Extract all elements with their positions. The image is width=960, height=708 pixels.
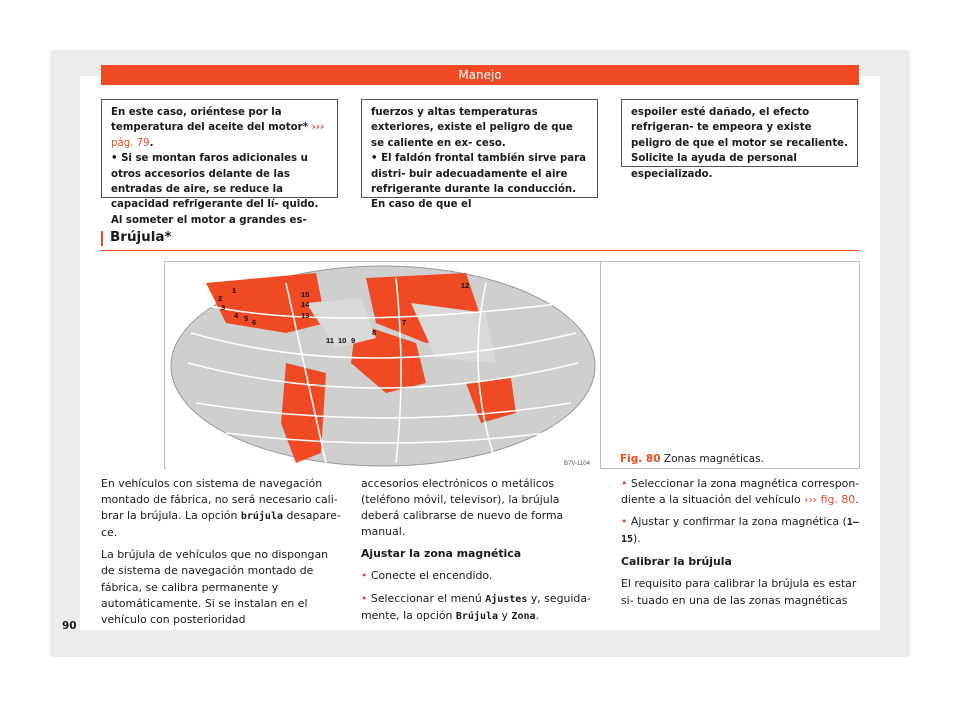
zone-label: 8 (372, 328, 377, 337)
zone-range: 1–15 (621, 517, 859, 546)
paragraph (101, 476, 341, 541)
list-item (361, 568, 601, 584)
text: ). (633, 532, 641, 546)
note-paragraph (371, 151, 588, 213)
text: . (855, 493, 859, 507)
note-text: Si se montan faros adicionales u otros accesorios delante de las entradas de aire, se reduce la capacidad refrigerante del lí- quido. Al someter el motor a grandes es- (111, 153, 319, 226)
section-title: Brújula* (110, 229, 172, 245)
text-column-3 (621, 476, 861, 615)
note-paragraph (111, 151, 328, 228)
magnetic-zones-world-map (166, 263, 600, 469)
note-box-1 (101, 99, 338, 226)
zone-label: 7 (402, 318, 407, 327)
menu-option-label: Brújula (455, 610, 499, 622)
note-box-3 (621, 99, 858, 180)
zone-label: 2 (218, 294, 223, 303)
paragraph (101, 547, 341, 627)
figure-80 (164, 261, 860, 469)
text-column-1 (101, 476, 341, 634)
figure-reference-link[interactable]: fig. 80 (820, 493, 856, 507)
text: La brújula de vehículos que no dispongan de sistema de navegación montado de fábrica, se calibra permanente y automáticamente. Si se instalan en el vehículo con posterioridad (101, 548, 329, 626)
bullet-icon: • (361, 591, 368, 605)
note-paragraph (111, 105, 328, 151)
subheading: Ajustar la zona magnética (361, 547, 522, 561)
zone-label: 12 (461, 281, 470, 290)
reference-arrow: ››› (804, 493, 818, 507)
zone-label: 15 (301, 290, 310, 299)
paragraph (361, 476, 601, 540)
text-column-2 (361, 476, 601, 631)
bullet-icon: • (621, 515, 628, 529)
figure-caption-text: Zonas magnéticas. (663, 453, 764, 465)
list-item (621, 514, 861, 548)
note-box-2 (361, 99, 598, 211)
bullet-icon: • (371, 153, 378, 165)
list-item (361, 591, 601, 625)
paragraph (621, 576, 861, 608)
bullet-icon: • (361, 569, 368, 583)
figure-divider (600, 262, 601, 468)
text: Ajustar y confirmar la zona magnética ( (630, 515, 847, 529)
zone-label: 1 (232, 286, 237, 295)
text: En vehículos con sistema de navegación montado de fábrica, no será necesario cali- brar la brújula. La opción (101, 477, 338, 523)
zone-label: 11 (326, 336, 334, 345)
text: desapare- ce. (101, 509, 341, 540)
subheading: Calibrar la brújula (621, 555, 732, 569)
page-reference-link[interactable]: pág. 79 (111, 137, 150, 149)
figure-caption (620, 453, 764, 465)
note-paragraph (631, 105, 848, 182)
bullet-icon: • (621, 477, 628, 490)
note-text: En este caso, oriéntese por la temperatura del aceite del motor* (111, 107, 312, 134)
section-heading (101, 226, 859, 251)
menu-option-label: Zona (511, 610, 536, 622)
text: y, seguida- mente, la opción (361, 591, 591, 622)
chapter-header (101, 65, 859, 85)
zone-label: 9 (351, 336, 356, 345)
figure-code: B7V-1104 (564, 461, 590, 467)
text: El requisito para calibrar la brújula es estar si- tuado en una de las zonas magnéticas (621, 577, 857, 607)
text: Conecte el encendido. (370, 569, 493, 583)
text: . (535, 608, 539, 622)
menu-option-label: Ajustes (485, 593, 528, 605)
zone-label: 10 (338, 336, 347, 345)
figure-number: Fig. 80 (620, 453, 661, 465)
zone-label: 5 (244, 314, 249, 323)
note-text: fuerzos y altas temperaturas exteriores, existe el peligro de que se caliente en ex- ceso. (371, 107, 573, 149)
punct: . (149, 137, 154, 149)
menu-option-label: brújula (240, 511, 283, 523)
zone-label: 3 (221, 303, 226, 312)
section-accent-bar (101, 231, 103, 246)
list-item (621, 476, 861, 508)
text: Seleccionar el menú (370, 591, 486, 605)
chapter-title: Manejo (458, 68, 502, 82)
note-text: El faldón frontal también sirve para distri- buir adecuadamente el aire refrigerante durante la conducción. En caso de que el (371, 153, 587, 211)
note-text: espoiler esté dañado, el efecto refrigeran- te empeora y existe peligro de que el motor se recaliente. Solicite la ayuda de personal especializado. (631, 107, 848, 180)
text: Seleccionar la zona magnética correspon- diente a la situación del vehículo (621, 477, 860, 507)
bullet-icon: • (111, 153, 118, 165)
zone-label: 13 (301, 311, 310, 320)
page-number: 90 (62, 620, 77, 632)
zone-label: 4 (234, 311, 239, 320)
note-paragraph (371, 105, 588, 151)
reference-arrow: ››› (311, 122, 325, 134)
zone-label: 14 (301, 300, 310, 309)
text: accesorios electrónicos o metálicos (teléfono móvil, televisor), la brújula deberá calibrarse de nuevo de forma manual. (361, 477, 564, 539)
zone-label: 6 (252, 318, 257, 327)
text: y (498, 608, 512, 622)
